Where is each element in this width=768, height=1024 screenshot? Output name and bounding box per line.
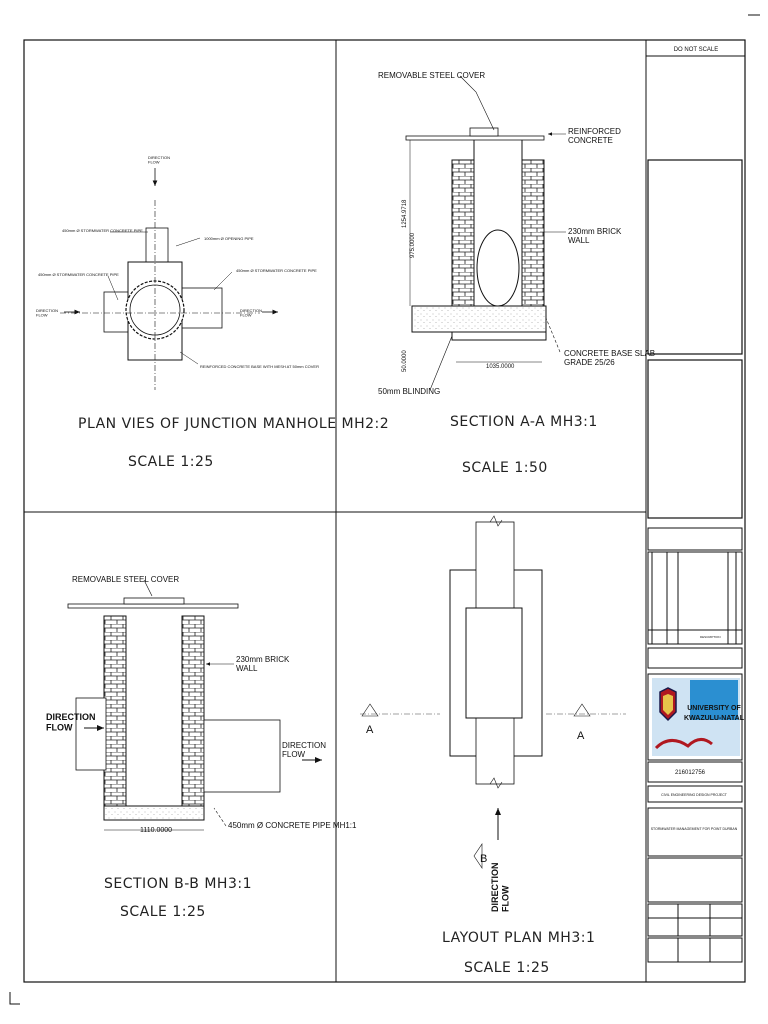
plan-pipe-left-label: 450mm Ø STORMWATER CONCRETE PIPE xyxy=(38,272,119,277)
aa-dim-inner: 975.0000 xyxy=(410,232,416,258)
bb-direction-right: DIRECTION FLOW xyxy=(282,741,326,760)
aa-cover-label: REMOVABLE STEEL COVER xyxy=(378,71,486,80)
layout-title: LAYOUT PLAN MH3:1 xyxy=(442,930,596,946)
aa-base-slab-label: CONCRETE BASE SLAB GRADE 25/26 xyxy=(564,349,656,368)
aa-reinforced-label: REINFORCED CONCRETE xyxy=(568,127,621,146)
do-not-scale: DO NOT SCALE xyxy=(673,47,719,53)
mark-a-left: A xyxy=(366,724,374,736)
plan-direction-top: DIRECTION FLOW xyxy=(148,155,170,165)
aa-blinding-label: 50mm BLINDING xyxy=(378,387,441,396)
aa-dim-height: 1254.9718 xyxy=(402,199,408,228)
bb-title: SECTION B-B MH3:1 xyxy=(104,876,252,892)
plan-direction-right: DIRECTION FLOW xyxy=(240,308,262,318)
plan-title: PLAN VIES OF JUNCTION MANHOLE MH2:2 xyxy=(78,416,390,432)
section-a-a xyxy=(378,71,655,476)
aa-brick-label: 230mm BRICK WALL xyxy=(568,227,622,246)
mark-b: B xyxy=(480,853,488,865)
plan-pipe-top-label: 450mm Ø STORMWATER CONCRETE PIPE xyxy=(62,228,143,233)
plan-pipe-right-label: 450mm Ø STORMWATER CONCRETE PIPE xyxy=(236,268,317,273)
bb-scale: SCALE 1:25 xyxy=(120,904,206,920)
university-line2: KWAZULU-NATAL xyxy=(683,715,745,722)
aa-dim-width: 1035.0000 xyxy=(486,364,515,370)
section-b-b xyxy=(46,575,357,920)
bb-pipe-label: 450mm Ø CONCRETE PIPE MH1:1 xyxy=(228,821,357,830)
bb-cover-label: REMOVABLE STEEL COVER xyxy=(72,575,180,584)
project-line: CIVIL ENGINEERING DESIGN PROJECT xyxy=(661,793,727,797)
layout-scale: SCALE 1:25 xyxy=(464,960,550,976)
plan-scale: SCALE 1:25 xyxy=(128,454,214,470)
bb-direction-left: DIRECTION FLOW xyxy=(46,712,96,733)
aa-dim-base: 50.0000 xyxy=(402,350,408,372)
aa-scale: SCALE 1:50 xyxy=(462,460,548,476)
mark-a-right: A xyxy=(577,730,585,742)
bb-dim-width: 1110.0000 xyxy=(140,827,173,834)
layout-plan xyxy=(360,516,626,976)
aa-title: SECTION A-A MH3:1 xyxy=(450,414,598,430)
student-number: 216012756 xyxy=(674,770,706,776)
sheet-border xyxy=(24,40,745,982)
university-line1: UNIVERSITY OF xyxy=(687,705,741,712)
plan-direction-left: DIRECTION FLOW xyxy=(36,308,58,318)
layout-direction: DIRECTIONFLOW xyxy=(490,862,511,912)
title-block xyxy=(646,47,745,962)
project-title: STORMWATER MANAGEMENT FOR POINT DURBAN xyxy=(650,827,738,831)
plan-opening-label: 1000mm Ø OPENING PIPE xyxy=(204,236,254,241)
bb-brick-label: 230mm BRICK WALL xyxy=(236,655,290,674)
description-header: DESCRIPTION xyxy=(700,635,721,639)
plan-base-label: REINFORCED CONCRETE BASE WITH MESH AT 50mm COVER xyxy=(200,364,319,369)
